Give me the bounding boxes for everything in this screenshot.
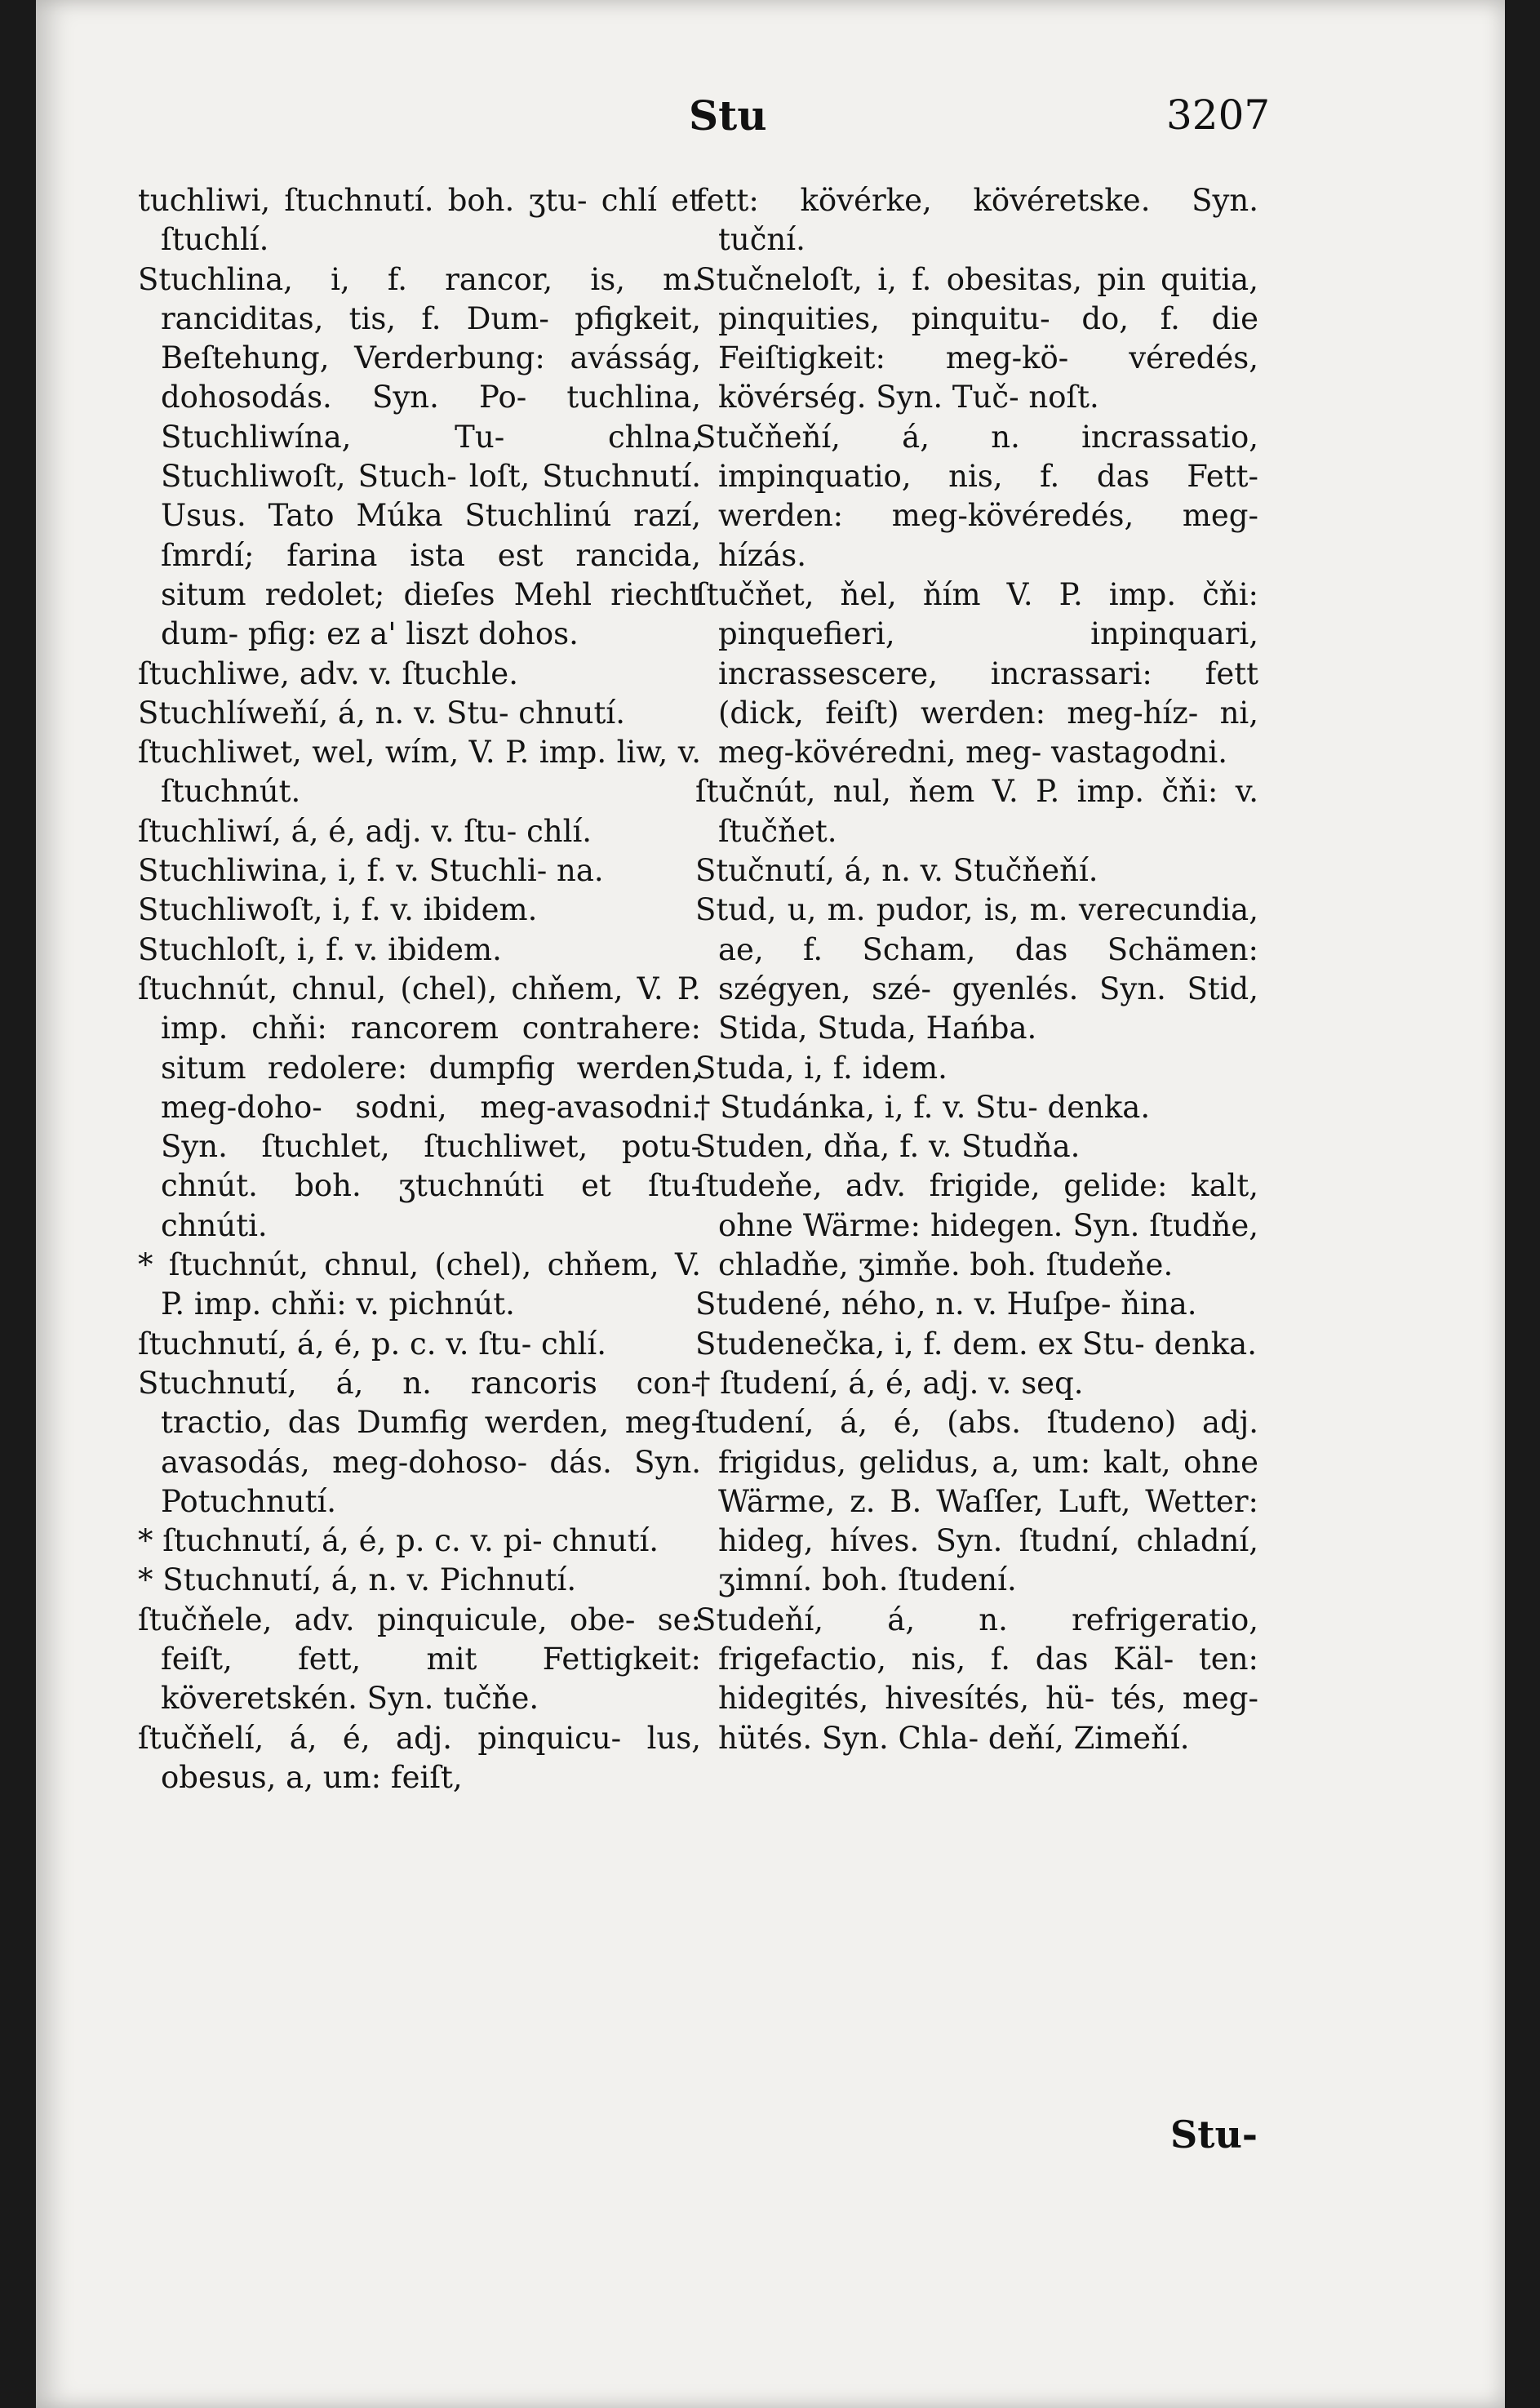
dictionary-entry: ſtuchliwí, á, é, adj. v. ſtu- chlí. [138, 813, 592, 849]
dictionary-entry: ſtuchliwe, adv. v. ſtuchle. [138, 655, 518, 691]
dictionary-entry: * ſtuchnutí, á, é, p. c. v. pi- chnutí. [138, 1523, 659, 1559]
dictionary-entry: * ſtuchnút, chnul, (chel), chňem, V. P. imp. chňi: v. pichnút. [138, 1247, 701, 1322]
dictionary-entry: Studené, ného, n. v. Huſpe- ňina. [695, 1286, 1197, 1322]
dictionary-page [36, 0, 1505, 2408]
running-head: Stu [689, 91, 767, 140]
dictionary-entry: Stučneloſt, i, f. obesitas, pin quitia, pinquities, pinquitu- do, f. die Feiſtigkeit: meg-kö- véredés, kövérség. Syn. Tuč- noſt. [695, 261, 1258, 415]
dictionary-entry: ſtuchnút, chnul, (chel), chňem, V. P. imp. chňi: rancorem contrahere: situm redolere: dumpfig werden, meg-doho- sodni, meg-avasodni. Syn. ſtuchlet, ſtuchliwet, potu- chnút. boh. ʒtuchnúti et ſtu- chnúti. [138, 971, 701, 1243]
right-column [695, 181, 1258, 1758]
dictionary-entry: Stuchlina, i, f. rancor, is, m. ranciditas, tis, f. Dum- pfigkeit, Beſtehung, Verderbung: avásság, dohosodás. Syn. Po- tuchlina, Stuchliwína, Tu- chlna, Stuchliwoſt, Stuch- loſt, Stuchnutí. Usus. Tato Múka Stuchlinú razí, ſmrdí; farina ista est rancida, situm redolet; dieſes Mehl riecht dum- pfig: ez a' liszt dohos. [138, 261, 701, 652]
dictionary-entry: * Stuchnutí, á, n. v. Pichnutí. [138, 1562, 577, 1598]
dictionary-entry: Studenečka, i, f. dem. ex Stu- denka. [695, 1326, 1258, 1362]
dictionary-entry: ſtudení, á, é, (abs. ſtudeno) adj. frigidus, gelidus, a, um: kalt, ohne Wärme, z. B. Waſſer, Luft, Wetter: hideg, híves. Syn. ſtudní, chladní, ʒimní. boh. ſtudení. [695, 1405, 1258, 1598]
dictionary-entry: ſtučňet, ňel, ňím V. P. imp. čňi: pinquefieri, inpinquari, incrassescere, incrassari: fett (dick, feiſt) werden: meg-híz- ni, meg-kövéredni, meg- vastagodni. [695, 576, 1258, 771]
left-column [138, 181, 701, 1797]
catchword: Stu- [1170, 2113, 1258, 2157]
dictionary-entry: Stuchliwoſt, i, f. v. ibidem. [138, 892, 538, 928]
dictionary-entry: ſtudeňe, adv. frigide, gelide: kalt, ohne Wärme: hidegen. Syn. ſtudňe, chladňe, ʒimňe. boh. ſtudeňe. [695, 1168, 1258, 1283]
dictionary-entry: † Studánka, i, f. v. Stu- denka. [695, 1089, 1151, 1125]
dictionary-entry: ſtučňele, adv. pinquicule, obe- se: feiſt, fett, mit Fettigkeit: köveretskén. Syn. tučňe. [138, 1602, 701, 1717]
dictionary-entry: ſtučnút, nul, ňem V. P. imp. čňi: v. ſtučňet. [695, 774, 1258, 849]
dictionary-entry: Studeňí, á, n. refrigeratio, frigefactio, nis, f. das Käl- ten: hidegités, hivesítés, hü- tés, meg-hütés. Syn. Chla- deňí, Zimeňí. [695, 1602, 1258, 1756]
page-number: 3207 [1166, 91, 1271, 139]
dictionary-entry: Stuchliwina, i, f. v. Stuchli- na. [138, 853, 604, 889]
dictionary-entry: Stučnutí, á, n. v. Stučňeňí. [695, 853, 1098, 889]
dictionary-entry: Stučňeňí, á, n. incrassatio, impinquatio, nis, f. das Fett- werden: meg-kövéredés, meg- hízás. [695, 419, 1258, 573]
dictionary-entry: Stud, u, m. pudor, is, m. verecundia, ae, f. Scham, das Schämen: szégyen, szé- gyenlés. Syn. Stid, Stida, Studa, Hańba. [695, 892, 1258, 1046]
dictionary-entry: ſtuchliwet, wel, wím, V. P. imp. liw, v. ſtuchnút. [138, 735, 701, 810]
dictionary-entry: Stuchloſt, i, f. v. ibidem. [138, 931, 502, 967]
dictionary-entry: ſtučňelí, á, é, adj. pinquicu- lus, obesus, a, um: feiſt, [138, 1720, 701, 1795]
dictionary-entry: Studa, i, f. idem. [695, 1050, 948, 1086]
dictionary-entry: fett: kövérke, kövéretske. Syn. tuční. [695, 183, 1258, 258]
dictionary-entry: † ſtudení, á, é, adj. v. seq. [695, 1365, 1084, 1401]
dictionary-entry: ſtuchnutí, á, é, p. c. v. ſtu- chlí. [138, 1326, 606, 1362]
dictionary-entry: Stuchlíweňí, á, n. v. Stu- chnutí. [138, 695, 625, 731]
dictionary-entry: Stuchnutí, á, n. rancoris con- tractio, das Dumfig werden, meg-avasodás, meg-dohoso- dás. Syn. Potuchnutí. [138, 1365, 701, 1519]
dictionary-entry: tuchliwi, ſtuchnutí. boh. ʒtu- chlí et ſtuchlí. [138, 183, 701, 258]
dictionary-entry: Studen, dňa, f. v. Studňa. [695, 1129, 1081, 1165]
